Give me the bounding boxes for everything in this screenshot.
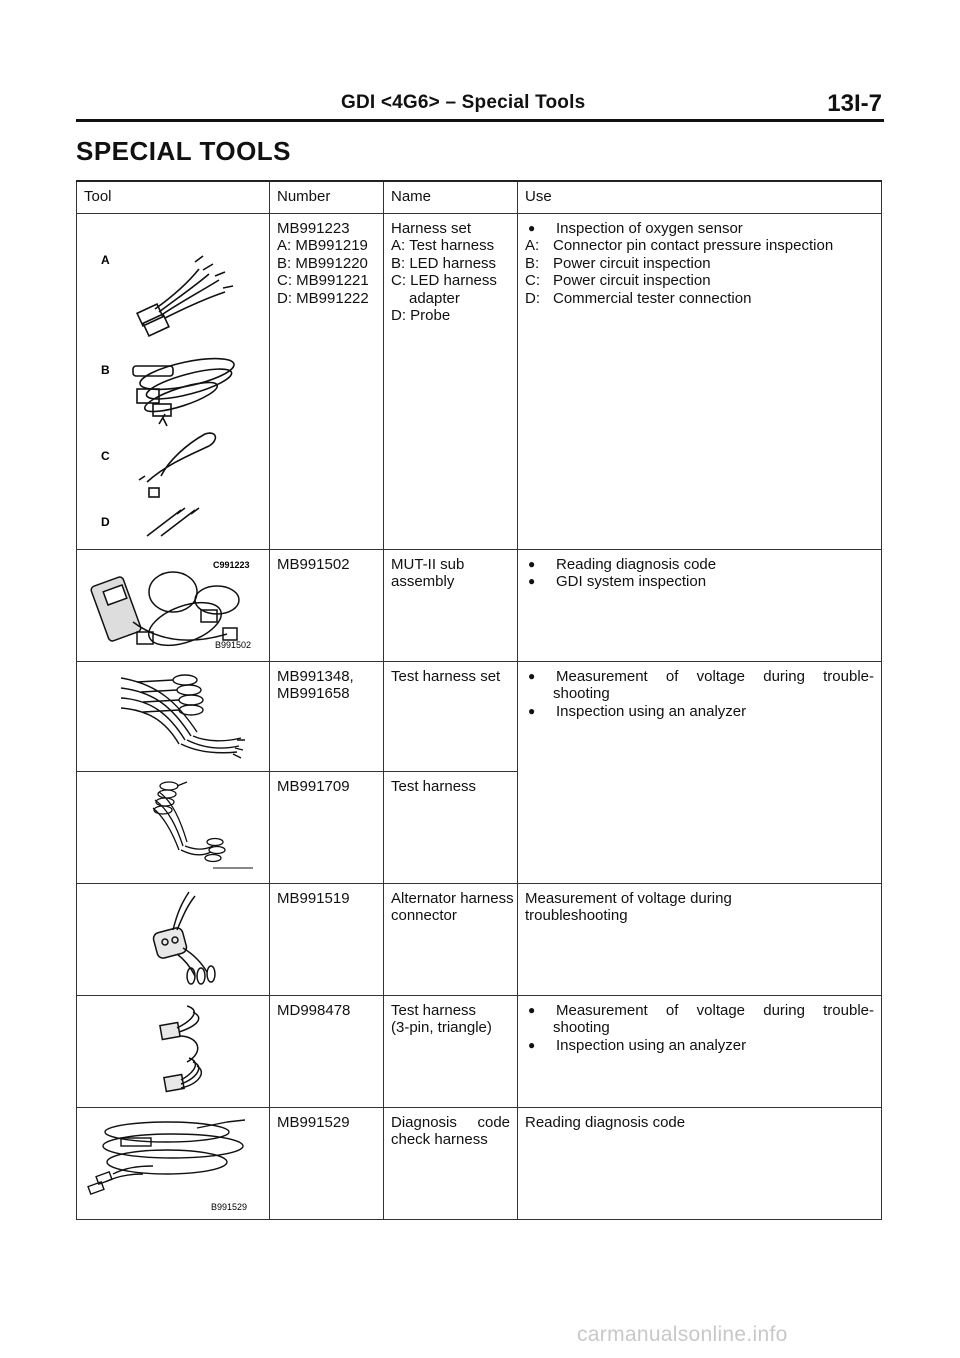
table-row-mb991223 (77, 213, 882, 549)
name-line: Alternator harness (391, 889, 514, 907)
use-text: Connector pin contact pressure inspection (553, 237, 834, 254)
figure-code-b991502: B991502 (215, 639, 252, 650)
name-line: connector (391, 907, 457, 924)
name-cell (384, 549, 518, 661)
use-text-continuation: shooting (553, 685, 610, 702)
bullet-icon: ● (528, 220, 536, 235)
header-rule (76, 119, 884, 122)
section-title: SPECIAL TOOLS (76, 136, 292, 166)
use-cell (518, 883, 882, 995)
name-line: A: Test harness (391, 237, 495, 254)
use-text: Reading diagnosis code (525, 1113, 686, 1131)
use-letter-item (525, 290, 874, 308)
name-line: Test harness (391, 777, 477, 795)
use-text: Power circuit inspection (553, 254, 711, 272)
tool-image-test-harness (77, 771, 270, 883)
use-letter-item (525, 255, 874, 273)
use-letter: C: (525, 272, 540, 289)
name-cell (384, 661, 518, 771)
number-cell (270, 549, 384, 661)
table-row-mb991348 (77, 661, 882, 771)
use-letter: A: (525, 237, 540, 254)
name-line: assembly (391, 573, 455, 590)
number-line: A: MB991219 (277, 237, 368, 254)
use-text-continuation: shooting (553, 1019, 610, 1036)
use-text: Reading diagnosis code (556, 555, 717, 573)
number-line: MB991502 (277, 555, 350, 573)
page-header (76, 92, 884, 126)
use-text: Inspection using an analyzer (556, 702, 747, 720)
name-line: Test harness set (391, 667, 501, 685)
header-title: GDI <4G6> – Special Tools (341, 92, 586, 113)
name-line: adapter (409, 289, 460, 307)
number-cell (270, 661, 384, 771)
figure-code-c991223: C991223 (213, 559, 250, 570)
number-line: C: MB991221 (277, 272, 369, 289)
watermark: carmanualsonline.info (577, 1323, 788, 1346)
name-cell (384, 995, 518, 1107)
tool-image-test-harness-3pin (77, 995, 270, 1107)
bullet-icon: ● (528, 574, 536, 588)
use-text: troubleshooting (525, 907, 628, 924)
name-line: Test harness (391, 1001, 477, 1019)
use-letter-item (525, 272, 874, 290)
use-letter: D: (525, 289, 540, 307)
tool-image-mut-ii (77, 549, 270, 661)
name-line: Harness set (391, 219, 472, 237)
number-cell (270, 771, 384, 883)
number-line: B: MB991220 (277, 254, 368, 272)
use-text: Commercial tester connection (553, 289, 752, 307)
number-line: MB991709 (277, 777, 350, 795)
bullet-icon: ● (528, 556, 536, 571)
name-line: Diagnosis code (391, 1113, 510, 1131)
table-row-mb991529 (77, 1107, 882, 1219)
use-text: GDI system inspection (556, 573, 707, 590)
table-header-row (77, 181, 882, 213)
use-text: Measurement of voltage during trouble- (556, 1001, 874, 1019)
number-line: MB991529 (277, 1113, 350, 1131)
bullet-icon: ● (528, 1002, 536, 1017)
harness-set-illustration (77, 214, 270, 570)
bullet-icon: ● (528, 1037, 536, 1052)
name-cell (384, 213, 518, 549)
tool-image-diagnosis-check-harness (77, 1107, 270, 1219)
use-bullet-item (525, 1002, 874, 1020)
name-cell (384, 883, 518, 995)
number-cell (270, 883, 384, 995)
figure-label-c: C (101, 448, 110, 463)
use-letter: B: (525, 254, 540, 272)
name-line: check harness (391, 1131, 488, 1148)
use-bullet-item (525, 573, 874, 591)
number-line: MB991348, (277, 667, 354, 685)
name-line: (3-pin, triangle) (391, 1019, 492, 1036)
tool-image-alternator-harness-connector (77, 883, 270, 995)
figure-label-b: B (101, 362, 110, 377)
test-harness-set-illustration (77, 662, 270, 772)
use-text: Power circuit inspection (553, 272, 711, 289)
number-cell (270, 213, 384, 549)
special-tools-table (76, 180, 882, 1220)
column-header-use: Use (518, 181, 882, 213)
use-cell (518, 213, 882, 549)
diagnosis-check-harness-illustration (77, 1108, 270, 1220)
name-cell (384, 771, 518, 883)
number-line: MB991658 (277, 685, 350, 702)
use-bullet-item (525, 703, 874, 721)
table-row-mb991502 (77, 549, 882, 661)
number-line: D: MB991222 (277, 289, 369, 307)
use-text: Measurement of voltage during trouble- (556, 667, 874, 685)
use-cell (518, 549, 882, 661)
figure-label-a: A (101, 252, 110, 267)
use-text: Measurement of voltage during (525, 889, 732, 907)
number-cell (270, 995, 384, 1107)
use-bullet-item (525, 556, 874, 574)
use-bullet-item (525, 220, 874, 238)
use-cell (518, 995, 882, 1107)
mut-ii-illustration (77, 550, 270, 662)
name-line: D: Probe (391, 307, 451, 324)
number-line: MB991223 (277, 219, 350, 237)
number-cell (270, 1107, 384, 1219)
table-row-mb991519 (77, 883, 882, 995)
tool-image-harness-set (77, 213, 270, 570)
name-cell (384, 1107, 518, 1219)
column-header-name: Name (384, 181, 518, 213)
use-bullet-item (525, 1037, 874, 1055)
column-header-number: Number (270, 181, 384, 213)
number-line: MB991519 (277, 889, 350, 907)
bullet-icon: ● (528, 703, 536, 718)
name-line: MUT-II sub (391, 555, 465, 573)
use-letter-item (525, 237, 874, 255)
use-cell (518, 661, 882, 883)
column-header-tool: Tool (77, 181, 270, 213)
test-harness-illustration (77, 772, 270, 884)
test-harness-3pin-illustration (77, 996, 270, 1108)
use-text: Inspection of oxygen sensor (556, 219, 743, 237)
figure-code-b991529: B991529 (211, 1201, 248, 1212)
use-bullet-item (525, 668, 874, 686)
name-line: C: LED harness (391, 272, 497, 289)
page-number: 13I-7 (827, 90, 882, 117)
alternator-harness-connector-illustration (77, 884, 270, 996)
number-line: MD998478 (277, 1001, 351, 1019)
figure-label-d: D (101, 514, 110, 529)
table-row-md998478 (77, 995, 882, 1107)
name-line: B: LED harness (391, 254, 497, 272)
use-cell (518, 1107, 882, 1219)
use-text: Inspection using an analyzer (556, 1036, 747, 1054)
tool-image-test-harness-set (77, 661, 270, 771)
bullet-icon: ● (528, 668, 536, 683)
